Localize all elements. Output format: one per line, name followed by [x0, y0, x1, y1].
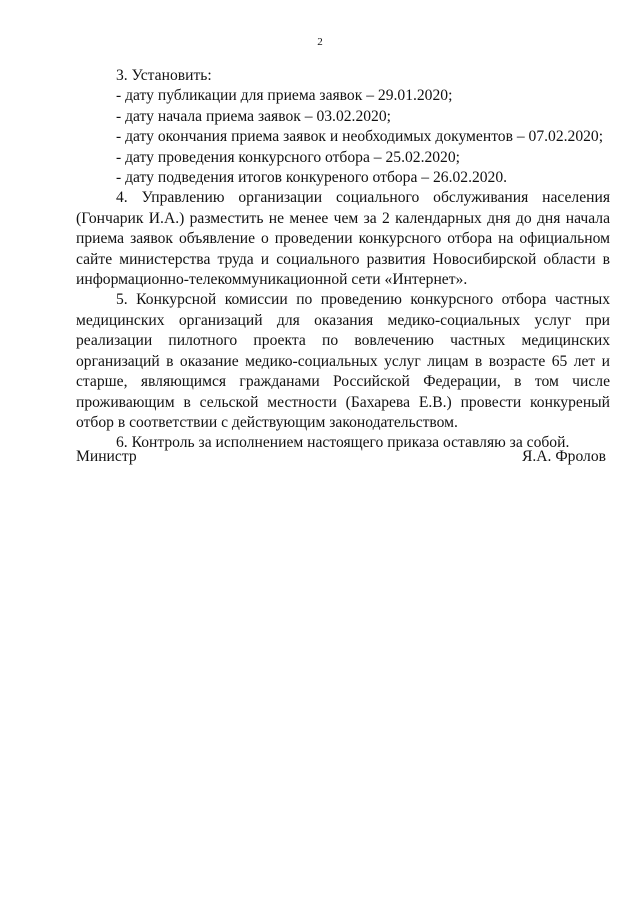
item-5-paragraph: 5. Конкурсной комиссии по проведению конкурсного отбора частных медицинских организаций для оказания медико-социальных услуг при реализации пилотного проекта по вовлечению частных медицинских организаций в оказание медико-социальных услуг лицам в возрасте 65 лет и старше, являющимся гражданами Российской Федерации, в том числе проживающим в сельской местности (Бахарева Е.В.) провести конкуреный отбор в соответствии с действующим законодательством. [76, 291, 610, 431]
page-number: 2 [317, 36, 323, 48]
item-3-heading: 3. Установить: [116, 67, 212, 84]
item-6-paragraph: 6. Контроль за исполнением настоящего приказа оставляю за собой. [116, 434, 570, 452]
signatory-position: Министр [76, 448, 137, 465]
signatory-name: Я.А. Фролов [521, 448, 606, 465]
date-selection: - дату проведения конкурсного отбора – 25.02.2020; [116, 148, 460, 166]
date-start: - дату начала приема заявок – 03.02.2020; [116, 107, 391, 125]
item-4-paragraph: 4. Управлению организации социального обслуживания населения (Гончарик И.А.) разместить не менее чем за 2 календарных дня до дня начала приема заявок объявление о проведении конкурсного отбора на официальном сайте министерства труда и социального развития Новосибирской области в информационно-телекоммуникационной сети «Интернет». [76, 189, 610, 289]
date-end: - дату окончания приема заявок и необходимых документов – 07.02.2020; [116, 128, 604, 146]
date-publication: - дату публикации для приема заявок – 29.01.2020; [116, 87, 453, 105]
signature-block [76, 447, 606, 467]
date-results: - дату подведения итогов конкуреного отбора – 26.02.2020. [116, 169, 508, 187]
document-body [76, 66, 610, 454]
